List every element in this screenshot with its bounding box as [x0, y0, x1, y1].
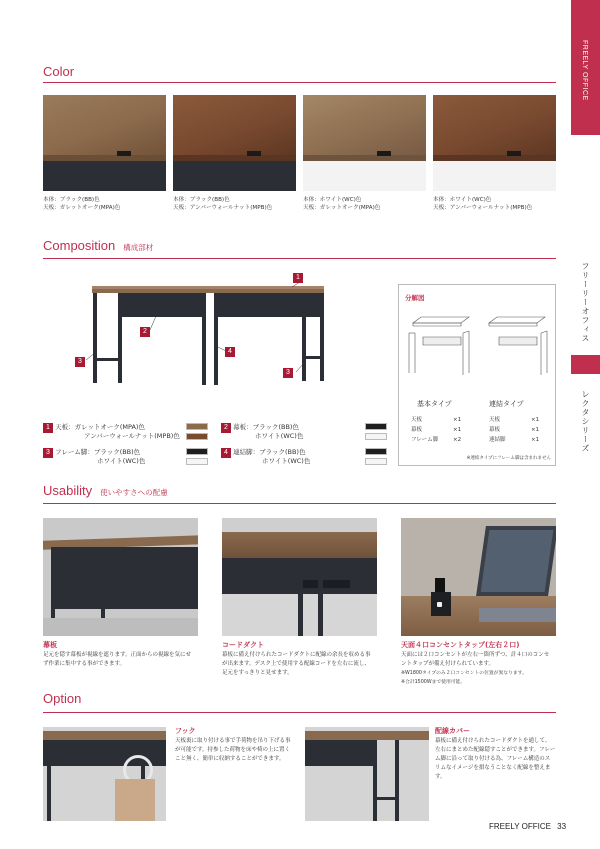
option-heading-2: 配線カバー — [435, 727, 470, 735]
part-4-line2: ホワイト(WC)色 — [262, 457, 311, 465]
usability-photo-outlet — [401, 518, 556, 636]
footer-brand: FREELY OFFICE — [489, 822, 551, 831]
part-4-chip-black — [365, 448, 387, 455]
linked-row-1-label: 天板 — [489, 417, 501, 423]
usability-title-text: Usability — [43, 483, 93, 498]
color-photo-bb-mpb — [173, 95, 296, 191]
basic-row-2-qty: ×1 — [453, 427, 462, 433]
linked-row-1-qty: ×1 — [531, 417, 540, 423]
option-heading-1: フック — [175, 727, 196, 735]
color-section-title: Color — [43, 64, 75, 79]
color-caption-2-body: 本体：ブラック(BB)色 — [173, 197, 230, 203]
basic-row-1-label: 天板 — [411, 417, 423, 423]
basic-row-3-qty: ×2 — [453, 437, 462, 443]
usability-text-3-line2: ントタップが備え付けられています。 — [401, 661, 495, 667]
footer-page-number: 33 — [557, 822, 567, 831]
part-4-num: 4 — [221, 448, 231, 458]
usability-text-1-line2: ず作業に集中する事ができます。 — [43, 661, 126, 667]
side-tab-brand-text: FREELY OFFICE — [581, 40, 588, 101]
color-caption-1-body: 本体：ブラック(BB)色 — [43, 197, 100, 203]
part-3-num: 3 — [43, 448, 53, 458]
color-section-rule — [43, 82, 556, 83]
linked-row-1 — [489, 415, 539, 425]
basic-row-2-label: 幕板 — [411, 427, 423, 433]
part-4-chip-white — [365, 458, 387, 465]
exploded-view-illustration — [403, 315, 553, 381]
linked-type-list — [489, 415, 539, 445]
composition-marker-3-right: 3 — [283, 368, 293, 378]
part-2-num: 2 — [221, 423, 231, 433]
side-tab-active-marker — [571, 355, 600, 374]
basic-row-2 — [411, 425, 461, 435]
basic-row-1-qty: ×1 — [453, 417, 462, 423]
usability-section-rule — [43, 503, 556, 504]
usability-text-3-line1: 天面には２口コンセントが左右一箇所ずつ、計４口のコンセ — [401, 652, 550, 658]
part-2-line1: 幕板：ブラック(BB)色 — [233, 423, 299, 431]
part-3-chip-white — [186, 458, 208, 465]
exploded-view-title: 分解図 — [405, 294, 425, 302]
linked-type-name: 連結タイプ — [489, 400, 524, 408]
color-caption-3-top: 天板：ガレットオーク(MPA)色 — [303, 205, 381, 211]
usability-heading-2: コードダクト — [222, 641, 264, 649]
option-text-2-line4: リムなイメージを損なうことなく配線を整えま — [435, 765, 551, 771]
linked-row-2-label: 幕板 — [489, 427, 501, 433]
basic-row-3-label: フレーム脚 — [411, 437, 439, 443]
usability-photo-cord-duct — [222, 518, 377, 636]
part-2-line2: ホワイト(WC)色 — [255, 432, 304, 440]
exploded-view-note: ※連結タイプにフレーム脚は含まれません — [466, 456, 551, 461]
part-2-chip-black — [365, 423, 387, 430]
option-section-title: Option — [43, 691, 82, 706]
basic-type-name: 基本タイプ — [417, 400, 452, 408]
basic-row-1 — [411, 415, 461, 425]
part-1-line2: アンバーウォールナット(MPB)色 — [84, 432, 180, 440]
linked-row-3-label: 連結脚 — [489, 437, 506, 443]
color-caption-3-body: 本体：ホワイト(WC)色 — [303, 197, 362, 203]
footer — [489, 822, 566, 831]
usability-heading-3: 天面４口コンセントタップ(左右２口) — [401, 641, 520, 649]
usability-text-3 — [401, 651, 549, 687]
part-1-chip-oak — [186, 423, 208, 430]
color-caption-1-top: 天板：ガレットオーク(MPA)色 — [43, 205, 121, 211]
part-2-chip-white — [365, 433, 387, 440]
composition-section-title — [43, 238, 153, 253]
linked-row-2-qty: ×1 — [531, 427, 540, 433]
side-tab-brand — [571, 0, 600, 135]
side-tab-series-group: フリーリーオフィス — [581, 262, 590, 343]
option-section-rule — [43, 712, 556, 713]
color-photo-wc-mpb — [433, 95, 556, 191]
linked-row-3 — [489, 435, 539, 445]
color-caption-4-top: 天板：アンバーウォールナット(MPB)色 — [433, 205, 533, 211]
option-photo-cable-cover — [305, 727, 429, 821]
color-photo-bb-mpa — [43, 95, 166, 191]
option-text-2-line3: ム脚に沿って取り付ける為、フレーム構造のス — [435, 756, 551, 762]
part-1-chip-walnut — [186, 433, 208, 440]
basic-row-3 — [411, 435, 461, 445]
usability-text-2-line3: 足元をすっきりと見せます。 — [222, 670, 293, 676]
option-text-1-line2: が可能です。持参した荷物を床や椅の上に置く — [175, 747, 291, 753]
option-text-2-line1: 幕板に備え付けられたコードダクトを通して、 — [435, 738, 551, 744]
part-3-chip-black — [186, 448, 208, 455]
color-caption-4-body: 本体：ホワイト(WC)色 — [433, 197, 492, 203]
usability-heading-1: 幕板 — [43, 641, 57, 649]
composition-marker-1: 1 — [293, 273, 303, 283]
usability-text-2-line1: 幕板に備え付けられたコードダクトに配線の余長を収める事 — [222, 652, 371, 658]
usability-photo-modesty-panel — [43, 518, 198, 636]
composition-marker-4: 4 — [225, 347, 235, 357]
linked-row-3-qty: ×1 — [531, 437, 540, 443]
color-photo-wc-mpa — [303, 95, 426, 191]
part-3-line1: フレーム脚：ブラック(BB)色 — [55, 448, 141, 456]
exploded-view-box — [398, 284, 556, 466]
composition-subtitle: 構成部材 — [123, 243, 154, 252]
composition-section-rule — [43, 258, 556, 259]
option-text-1-line1: 天板裏に取り付ける事で手荷物を吊り下げる事 — [175, 738, 291, 744]
part-1-num: 1 — [43, 423, 53, 433]
part-4-line1: 連結脚：ブラック(BB)色 — [233, 448, 306, 456]
usability-text-1-line1: 足元を隠す幕板が視線を遮ります。正面からの視線を気にせ — [43, 652, 192, 658]
usability-text-1 — [43, 651, 191, 669]
side-tab-series-name: レクタシリーズ — [581, 390, 590, 453]
usability-subtitle: 使いやすさへの配慮 — [100, 488, 168, 497]
option-photo-hook — [43, 727, 166, 821]
option-text-1-line3: こと無く、簡単に収納することができます。 — [175, 756, 285, 762]
option-text-2 — [435, 737, 555, 782]
desk-composition-illustration — [60, 268, 340, 398]
composition-title-text: Composition — [43, 238, 116, 253]
composition-marker-3-left: 3 — [75, 357, 85, 367]
part-1-line1: 天板：ガレットオーク(MPA)色 — [55, 423, 145, 431]
usability-text-3-line3: ※W1800タイプのみ２口コンセントの位置が異なります。 — [401, 671, 527, 676]
usability-section-title — [43, 483, 168, 498]
linked-row-2 — [489, 425, 539, 435]
option-text-1 — [175, 737, 291, 764]
part-3-line2: ホワイト(WC)色 — [97, 457, 146, 465]
usability-text-3-line4: ※合計1500Wまで使用可能。 — [401, 680, 466, 685]
usability-text-2 — [222, 651, 371, 678]
composition-marker-2: 2 — [140, 327, 150, 337]
basic-type-list — [411, 415, 461, 445]
usability-text-2-line2: が出来ます。デスク上で使用する配線コードを左右に流し、 — [222, 661, 370, 667]
option-text-2-line2: 左右にまとめた配線隠すことができます。フレー — [435, 747, 556, 753]
color-caption-2-top: 天板：アンバーウォールナット(MPB)色 — [173, 205, 273, 211]
option-text-2-line5: す。 — [435, 774, 446, 780]
